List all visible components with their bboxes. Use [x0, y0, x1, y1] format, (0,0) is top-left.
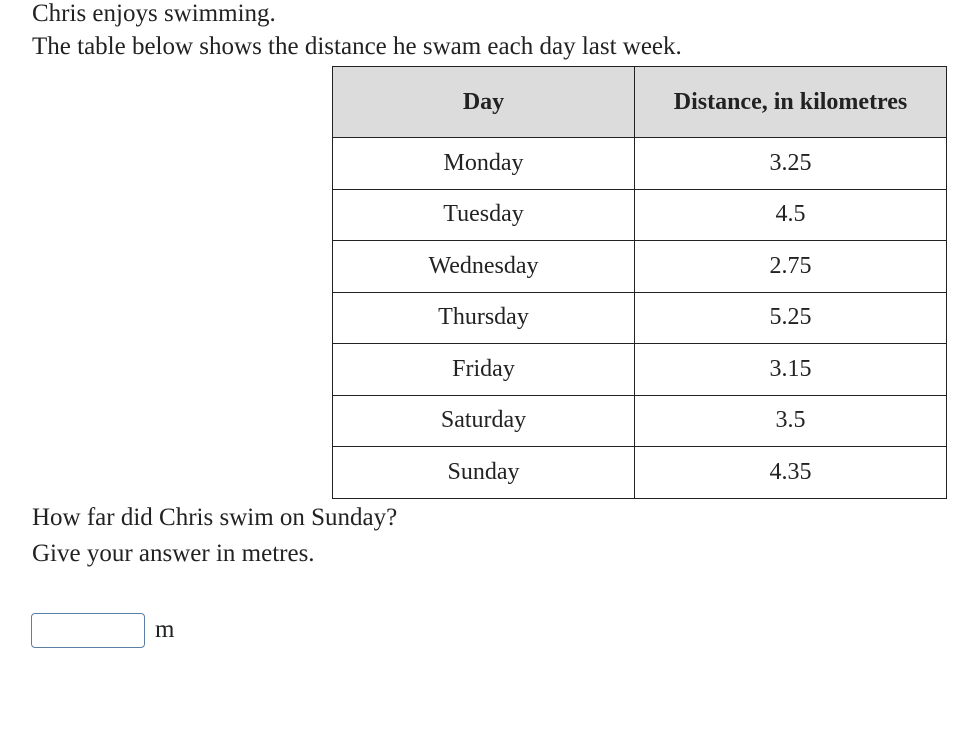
distance-cell: 2.75	[635, 241, 947, 293]
table-row	[333, 189, 947, 241]
intro-text: Chris enjoys swimming.	[32, 0, 276, 27]
header-distance: Distance, in kilometres	[635, 67, 947, 138]
table-row	[333, 241, 947, 293]
day-cell: Saturday	[333, 395, 635, 447]
unit-label: m	[155, 616, 175, 643]
table-description: The table below shows the distance he swam each day last week.	[32, 33, 682, 60]
day-cell: Wednesday	[333, 241, 635, 293]
table-row	[333, 292, 947, 344]
distance-table	[332, 66, 947, 499]
answer-input[interactable]	[31, 613, 145, 648]
distance-cell: 3.25	[635, 138, 947, 190]
table-row	[333, 447, 947, 499]
table-header-row	[333, 67, 947, 138]
distance-cell: 4.5	[635, 189, 947, 241]
table-row	[333, 138, 947, 190]
day-cell: Monday	[333, 138, 635, 190]
distance-cell: 5.25	[635, 292, 947, 344]
question-prompt: How far did Chris swim on Sunday?	[32, 504, 398, 531]
distance-cell: 3.15	[635, 344, 947, 396]
header-day: Day	[333, 67, 635, 138]
day-cell: Thursday	[333, 292, 635, 344]
day-cell: Sunday	[333, 447, 635, 499]
day-cell: Friday	[333, 344, 635, 396]
answer-instruction: Give your answer in metres.	[32, 540, 315, 567]
table-row	[333, 344, 947, 396]
table-row	[333, 395, 947, 447]
distance-cell: 4.35	[635, 447, 947, 499]
day-cell: Tuesday	[333, 189, 635, 241]
distance-cell: 3.5	[635, 395, 947, 447]
